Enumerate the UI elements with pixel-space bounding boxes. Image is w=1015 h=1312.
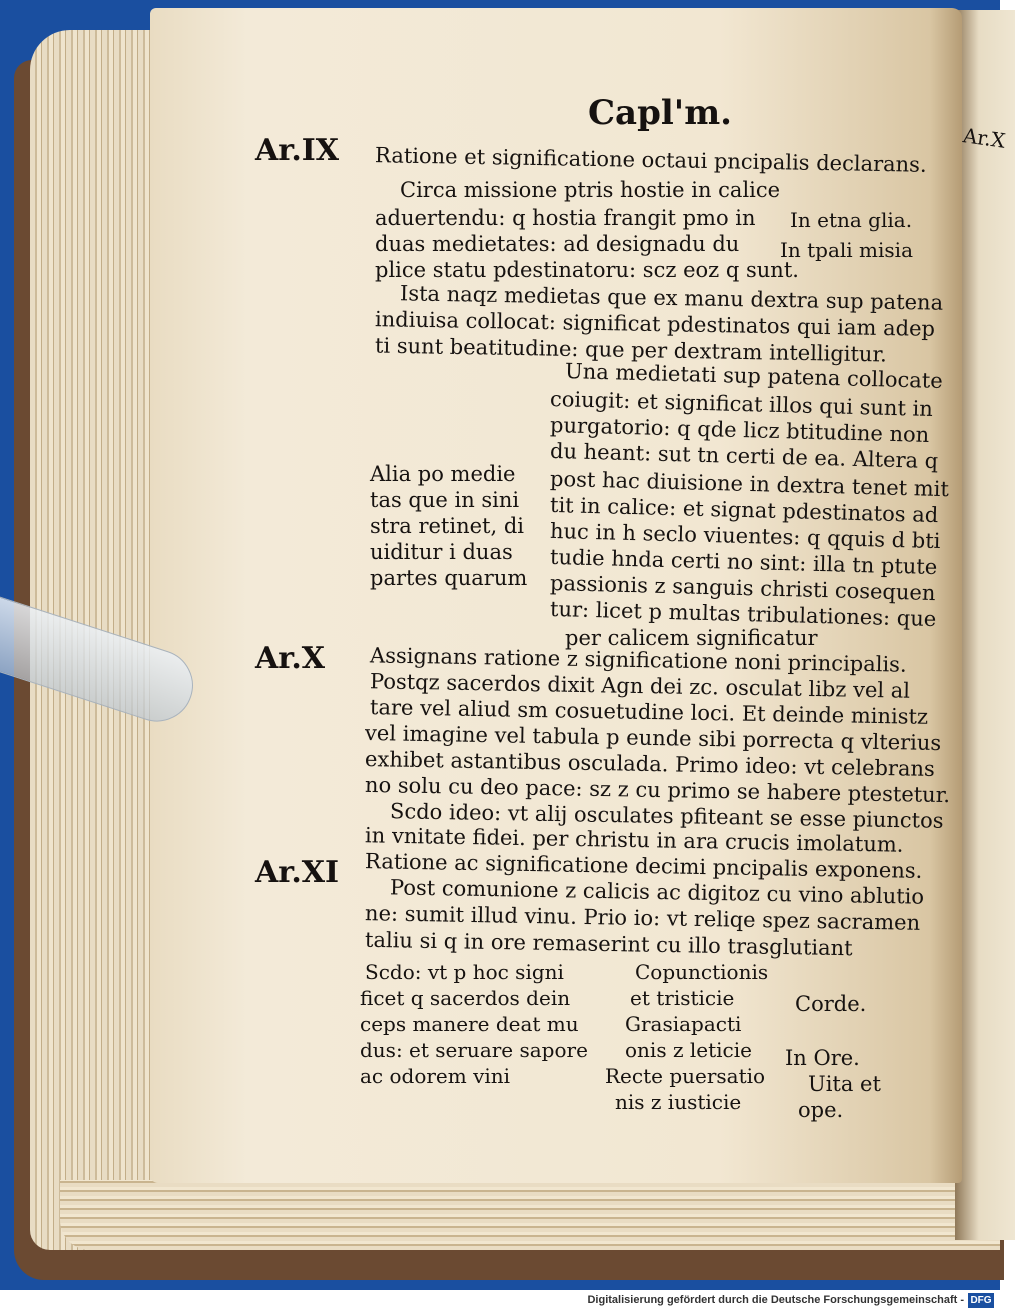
text-line: stra retinet, di <box>370 514 524 538</box>
text-line: tudie hnda certi no sint: illa tn ptute <box>549 544 938 580</box>
text-line: Una medietati sup patena collocate <box>564 359 943 393</box>
text-line: uiditur i duas <box>370 540 513 564</box>
text-line: Circa missione ptris hostie in calice <box>400 178 781 202</box>
text-line: no solu cu deo pace: sz z cu primo se habere ptestetur. <box>364 772 951 808</box>
text-line: purgatorio: q qde licz btitudine non <box>549 413 930 447</box>
margin-note: In tpali misia <box>780 238 913 262</box>
text-line: nis z iusticie <box>615 1090 742 1114</box>
text-line: Alia po medie <box>370 462 516 486</box>
text-line: in vnitate fidei. per christu in ara crucis imolatum. <box>364 823 904 857</box>
facing-page-text: Ar.X <box>961 123 1007 153</box>
text-line: Postqz sacerdos dixit Agn dei zc. osculat libz vel al <box>369 669 911 703</box>
text-line: tit in calice: et signat pdestinatos ad <box>549 492 939 528</box>
text-line: Post comunione z calicis ac digitoz cu vino ablutio <box>389 875 925 909</box>
text-line: aduertendu: q hostia frangit pmo in <box>375 206 756 230</box>
text-line: dus: et seruare sapore <box>360 1038 588 1062</box>
text-line: Scdo: vt p hoc signi <box>365 960 564 984</box>
text-line: duas medietates: ad designadu du <box>375 232 740 256</box>
footer-bar <box>0 1290 1000 1312</box>
text-line: coiugit: et significat illos qui sunt in <box>549 386 934 422</box>
text-line: ficet q sacerdos dein <box>360 986 571 1010</box>
text-line: tur: licet p multas tribulationes: que <box>549 596 937 632</box>
text-line: et tristicie <box>630 986 735 1010</box>
text-line: Uita et <box>808 1072 881 1096</box>
text-line: ope. <box>798 1098 844 1122</box>
text-line: ceps manere deat mu <box>360 1012 579 1036</box>
text-line: huc in h seclo viuentes: q qquis d bti <box>549 518 941 554</box>
text-line: Ratione et significatione octaui pncipalis declarans. <box>374 143 927 177</box>
text-line: plice statu pdestinatoru: scz eoz q sunt. <box>375 258 799 282</box>
article-10-label: Ar.X <box>255 641 326 676</box>
text-line: taliu si q in ore remaserint cu illo trasglutiant <box>364 927 853 961</box>
text-line: indiuisa collocat: significat pdestinatos qui iam adep <box>374 307 936 341</box>
article-11-label: Ar.XI <box>255 855 340 890</box>
text-line: Scdo ideo: vt alij osculates pfiteant se esse piunctos <box>389 799 944 833</box>
text-line: ac odorem vini <box>360 1064 511 1088</box>
facing-page-edge <box>955 10 1015 1240</box>
text-line: tare vel aliud sm cosuetudine loci. Et deinde ministz <box>369 695 929 729</box>
text-line: tas que in sini <box>370 488 520 512</box>
text-line: passionis z sanguis christi cosequen <box>549 570 936 606</box>
page-edges-bottom <box>60 1180 1000 1250</box>
text-line: ti sunt beatitudine: que per dextram intelligitur. <box>374 333 888 367</box>
text-line: ne: sumit illud vinu. Prio io: vt reliqe spez sacramen <box>364 901 921 935</box>
text-line: post hac diuisione in dextra tenet mit <box>549 466 950 502</box>
margin-note: In etna glia. <box>790 208 913 232</box>
dfg-logo-icon: DFG <box>968 1293 994 1308</box>
text-line: per calicem significatur <box>565 626 818 650</box>
text-line: partes quarum <box>370 566 528 590</box>
text-line: Corde. <box>795 992 867 1016</box>
footer-credit: Digitalisierung gefördert durch die Deutsche Forschungsgemeinschaft - <box>587 1294 964 1306</box>
text-line: In Ore. <box>785 1046 860 1070</box>
text-line: vel imagine vel tabula p eunde sibi porrecta q vlterius <box>364 720 942 756</box>
book-page <box>150 8 962 1183</box>
text-line: onis z leticie <box>625 1038 752 1062</box>
text-line: Ista naqz medietas que ex manu dextra sup patena <box>399 281 944 315</box>
chapter-heading: Capl'm. <box>588 93 733 133</box>
article-9-label: Ar.IX <box>255 133 340 168</box>
text-line: exhibet astantibus osculada. Primo ideo: vt celebrans <box>364 747 936 781</box>
text-line: Grasiapacti <box>625 1012 742 1036</box>
text-line: Recte puersatio <box>605 1064 766 1088</box>
text-line: du heant: sut tn certi de ea. Altera q <box>549 438 939 474</box>
text-line: Assignans ratione z significatione noni principalis. <box>369 643 907 677</box>
text-line: Copunctionis <box>635 960 769 984</box>
text-line: Ratione ac significatione decimi pncipalis exponens. <box>364 849 923 883</box>
